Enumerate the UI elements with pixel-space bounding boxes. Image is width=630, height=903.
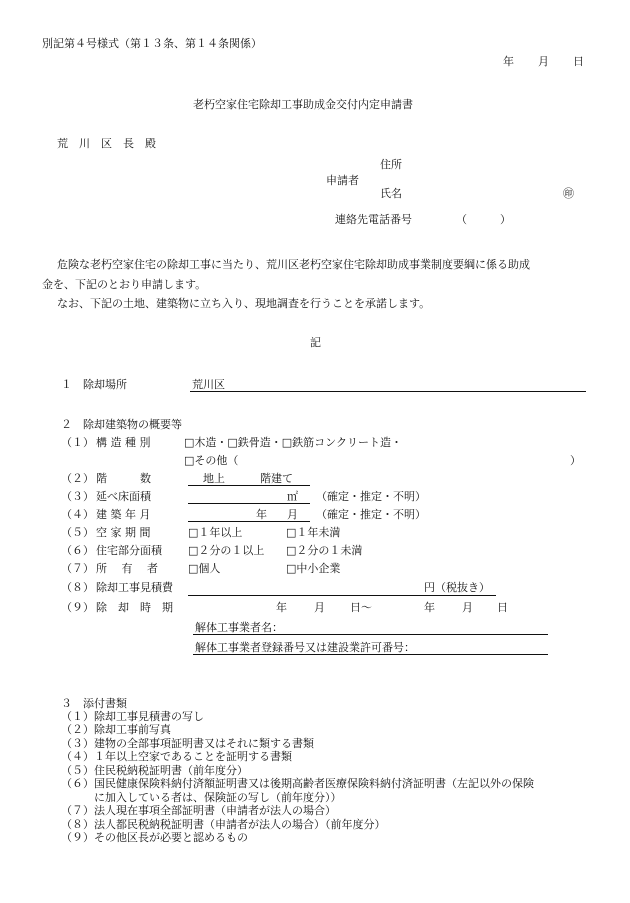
date-year-label: 年 <box>503 55 514 68</box>
seal-mark: ㊞ <box>563 187 574 200</box>
residential-half-or-more-checkbox[interactable]: □２分の１以上 <box>188 544 265 557</box>
item-number: （４） <box>61 508 94 521</box>
owner-individual-checkbox[interactable]: □個人 <box>188 562 221 575</box>
body-paragraph-1-line-1: 危険な老朽空家住宅の除却工事に当たり、荒川区老朽空家住宅除却助成事業制度要綱に係る助成 <box>57 258 530 271</box>
contractor-license-line[interactable] <box>193 654 548 655</box>
item-number: （７） <box>61 562 94 575</box>
address-label: 住所 <box>380 158 402 171</box>
contractor-name-label: 解体工事業者名： <box>195 621 283 634</box>
attachment-item: （４）１年以上空家であることを証明する書類 <box>61 750 292 763</box>
construction-year-unit: 年 <box>256 508 267 521</box>
start-month-unit: 月 <box>314 601 325 614</box>
floors-above-ground-label: 地上 <box>203 472 225 485</box>
phone-label: 連絡先電話番号 <box>335 213 412 226</box>
owner-label: 所 有 者 <box>96 562 158 575</box>
residential-area-label: 住宅部分面積 <box>96 544 162 557</box>
attachment-item: （１）除却工事見積書の写し <box>61 710 204 723</box>
floor-area-line[interactable] <box>188 503 310 504</box>
body-paragraph-1-line-2: 金を、下記のとおり申請します。 <box>42 278 207 291</box>
date-day-label: 日 <box>573 55 584 68</box>
ki-heading: 記 <box>310 336 321 349</box>
owner-sme-checkbox[interactable]: □中小企業 <box>286 562 341 575</box>
floors-unit-label: 階建て <box>260 472 293 485</box>
floor-area-unit: ㎡ <box>287 490 298 503</box>
addressee: 荒 川 区 長 殿 <box>57 137 156 150</box>
contractor-name-line[interactable] <box>193 634 548 635</box>
phone-parens: （ ） <box>456 213 511 226</box>
item-number: （３） <box>61 490 94 503</box>
section3-heading: ３ 添付書類 <box>61 697 127 710</box>
construction-month-unit: 月 <box>287 508 298 521</box>
residential-under-half-checkbox[interactable]: □２分の１未満 <box>286 544 363 557</box>
item-number: （２） <box>61 472 94 485</box>
floors-line[interactable] <box>188 485 310 486</box>
body-paragraph-2: なお、下記の土地、建築物に立ち入り、現地調査を行うことを承諾します。 <box>57 297 431 310</box>
item-number: （９） <box>61 601 94 614</box>
item-number: （１） <box>61 436 94 449</box>
vacancy-over-1yr-checkbox[interactable]: □１年以上 <box>188 526 243 539</box>
item-number: （６） <box>61 544 94 557</box>
contractor-license-label: 解体工事業者登録番号又は建設業許可番号： <box>195 641 415 654</box>
attachment-item: （３）建物の全部事項証明書又はそれに類する書類 <box>61 737 314 750</box>
demolition-location-line <box>190 391 586 392</box>
demolition-location-value[interactable]: 荒川区 <box>192 378 225 391</box>
floor-area-label: 延べ床面積 <box>96 490 151 503</box>
vacancy-under-1yr-checkbox[interactable]: □１年未満 <box>286 526 341 539</box>
construction-date-line[interactable] <box>188 521 310 522</box>
attachment-item: （８）法人都民税納税証明書（申請者が法人の場合）（前年度分） <box>61 818 386 831</box>
applicant-label: 申請者 <box>326 174 359 187</box>
floors-label: 階 数 <box>96 472 151 485</box>
structure-type-options[interactable]: □木造・□鉄骨造・□鉄筋コンクリート造・ <box>184 436 402 449</box>
item-number: （５） <box>61 526 94 539</box>
document-title: 老朽空家住宅除却工事助成金交付内定申請書 <box>193 98 413 111</box>
end-day-unit: 日 <box>497 601 508 614</box>
attachment-item: （６）国民健康保険料納付済額証明書又は後期高齢者医療保険料納付済証明書（左記以外の保険 <box>61 777 534 790</box>
section1-label: 除却場所 <box>83 378 127 391</box>
attachment-item: （５）住民税納税証明書（前年度分） <box>61 764 248 777</box>
floor-area-certainty[interactable]: （確定・推定・不明） <box>316 490 426 503</box>
date-month-label: 月 <box>538 55 549 68</box>
item-number: （８） <box>61 581 94 594</box>
end-month-unit: 月 <box>462 601 473 614</box>
estimate-cost-line[interactable] <box>188 595 496 596</box>
structure-type-label: 構 造 種 別 <box>96 436 151 449</box>
form-reference: 別記第４号様式（第１３条、第１４条関係） <box>42 37 262 50</box>
attachment-item: （９）その他区長が必要と認めるもの <box>61 831 248 844</box>
start-day-unit: 日～ <box>350 601 372 614</box>
vacancy-period-label: 空 家 期 間 <box>96 526 151 539</box>
attachment-item-continued: に加入している者は、保険証の写し（前年度分）） <box>61 791 342 804</box>
start-year-unit: 年 <box>276 601 287 614</box>
end-year-unit: 年 <box>424 601 435 614</box>
construction-date-label: 建 築 年 月 <box>96 508 151 521</box>
section1-number: １ <box>61 378 72 391</box>
estimate-cost-label: 除却工事見積費 <box>96 581 173 594</box>
section2-heading: ２ 除却建築物の概要等 <box>61 418 182 431</box>
estimate-cost-unit: 円（税抜き） <box>424 581 490 594</box>
name-label: 氏名 <box>380 187 402 200</box>
attachment-item: （２）除却工事前写真 <box>61 723 171 736</box>
structure-type-other[interactable]: □その他（ <box>184 454 239 467</box>
attachment-item: （７）法人現在事項全部証明書（申請者が法人の場合） <box>61 804 336 817</box>
construction-date-certainty[interactable]: （確定・推定・不明） <box>316 508 426 521</box>
structure-type-other-close: ） <box>570 454 581 467</box>
demolition-period-label: 除 却 時 期 <box>96 601 173 614</box>
